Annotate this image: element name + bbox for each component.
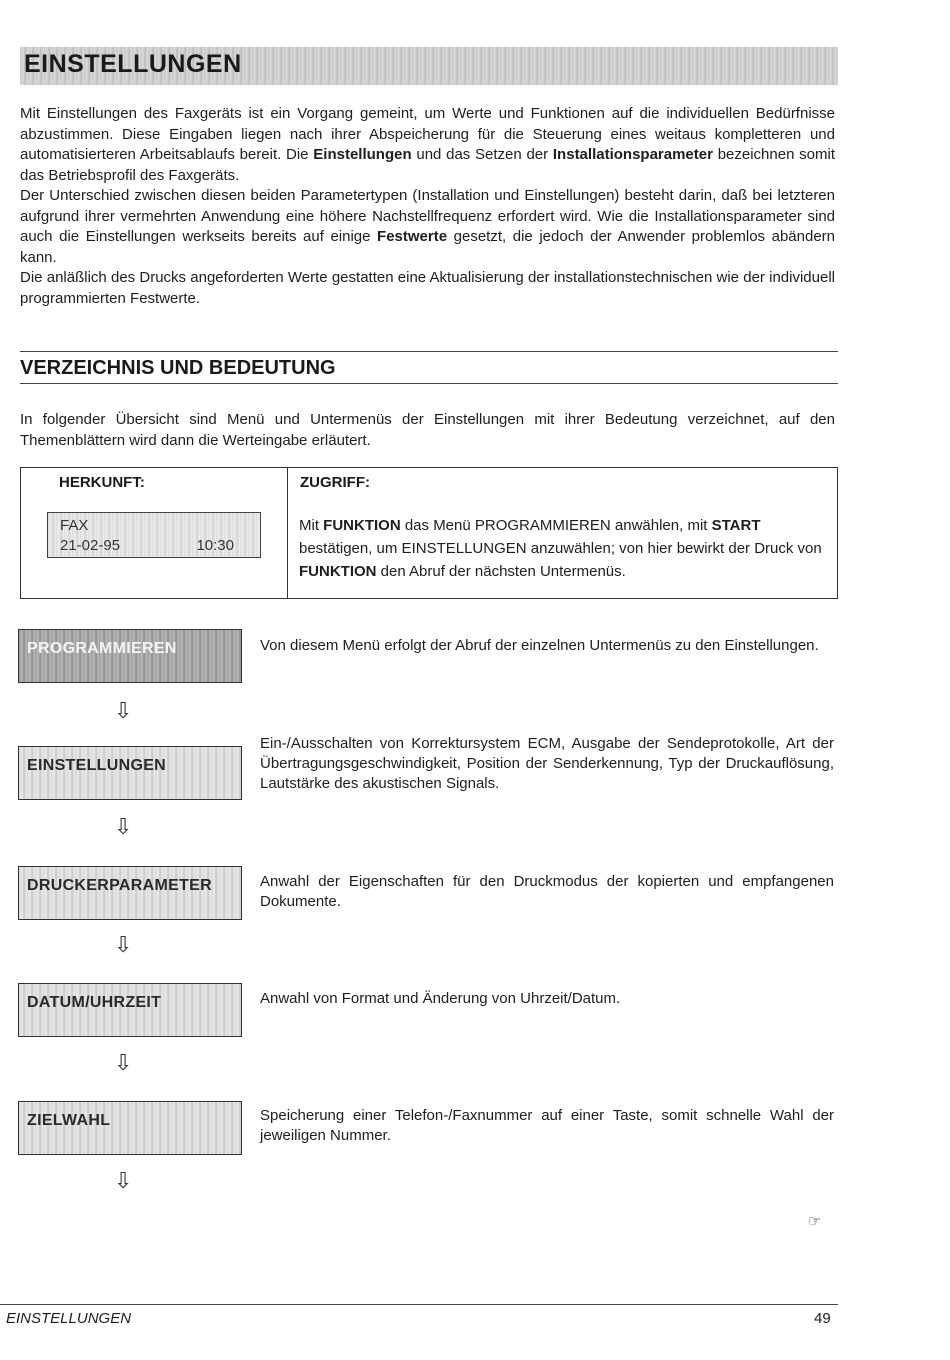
down-arrow-icon: ⇩ — [114, 698, 133, 723]
title-banner — [20, 47, 838, 85]
table-divider — [287, 468, 288, 598]
footer-section: EINSTELLUNGEN — [6, 1310, 132, 1327]
intro-paragraph-1: Mit Einstellungen des Faxgeräts ist ein Vorgang gemeint, um Werte und Funktionen auf die individuellen Bedürfnisse abzustimmen. Diese Eingaben liegen nach ihrer Abspeicherung für die Steuerung eines weitaus kompletteren und automatisierteren Arbeitsablaufs bereit. Die Einstellungen und das Setzen der Installationsparameter bezeichnen somit das Betriebsprofil des Faxgeräts. — [20, 105, 835, 184]
keyword-festwerte: Festwerte — [377, 228, 448, 245]
menu-label: PROGRAMMIEREN — [27, 640, 177, 657]
section-rule-top — [20, 351, 838, 352]
menu-label: ZIELWAHL — [27, 1112, 111, 1129]
pointing-hand-icon: ☞ — [808, 1213, 822, 1230]
intro-paragraph-3: Die anläßlich des Drucks angeforderten Werte gestatten eine Aktualisierung der installationstechnischen wie der individuell programmierten Festwerte. — [20, 269, 835, 307]
footer-rule — [0, 1304, 838, 1305]
page-number: 49 — [814, 1310, 831, 1327]
origin-header: HERKUNFT: — [59, 474, 145, 491]
intro-text — [20, 104, 835, 309]
menu-label: DATUM/UHRZEIT — [27, 994, 162, 1011]
down-arrow-icon: ⇩ — [114, 1050, 133, 1075]
fax-display — [47, 512, 261, 558]
down-arrow-icon: ⇩ — [114, 1168, 133, 1193]
menu-label: EINSTELLUNGEN — [27, 757, 167, 774]
section-rule-bottom — [20, 383, 838, 384]
down-arrow-icon: ⇩ — [114, 932, 133, 957]
menu-box-programmieren — [18, 629, 242, 683]
display-date: 21-02-95 — [60, 537, 121, 554]
menu-box-zielwahl — [18, 1101, 242, 1155]
access-table — [20, 467, 838, 599]
menu-desc-druckerparameter: Anwahl der Eigenschaften für den Druckmodus der kopierten und empfangenen Dokumente. — [260, 873, 834, 910]
menu-desc-programmieren: Von diesem Menü erfolgt der Abruf der einzelnen Untermenüs zu den Einstellungen. — [260, 637, 819, 654]
display-time: 10:30 — [196, 537, 234, 554]
menu-desc-einstellungen: Ein-/Ausschalten von Korrektursystem ECM, Ausgabe der Sendeprotokolle, Art der Übertragungsgeschwindigkeit, Position der Senderkennung, Typ der Druckauflösung, Lautstärke des akustischen Signals. — [260, 735, 834, 792]
section-intro: In folgender Übersicht sind Menü und Untermenüs der Einstellungen mit ihrer Bedeutung verzeichnet, auf den Themenblättern wird dann die Werteingabe erläutert. — [20, 411, 835, 449]
display-mode: FAX — [60, 517, 89, 534]
section-heading: VERZEICHNIS UND BEDEUTUNG — [20, 357, 336, 379]
keyword-einstellungen: Einstellungen — [313, 146, 412, 163]
menu-box-datum-uhrzeit — [18, 983, 242, 1037]
intro-paragraph-2: Der Unterschied zwischen diesen beiden Parametertypen (Installation und Einstellungen) besteht darin, daß bei letzteren aufgrund ihrer vermehrten Anwendung eine höhere Nachstellfrequenz erfordert wird. Wie die Installationsparameter sind auch die Einstellungen werkseits bereits auf einige Festwerte gesetzt, die jedoch der Anwender problemlos abändern kann. — [20, 187, 835, 266]
access-instructions: Mit FUNKTION das Menü PROGRAMMIEREN anwählen, mit START bestätigen, um EINSTELLUNGEN anzuwählen; von hier bewirkt der Druck von FUNKTION den Abruf der nächsten Untermenüs. — [299, 517, 822, 580]
menu-desc-datum-uhrzeit: Anwahl von Format und Änderung von Uhrzeit/Datum. — [260, 990, 621, 1007]
page-title: EINSTELLUNGEN — [24, 50, 242, 78]
menu-label: DRUCKERPARAMETER — [27, 877, 212, 894]
menu-box-druckerparameter — [18, 866, 242, 920]
menu-box-einstellungen — [18, 746, 242, 800]
down-arrow-icon: ⇩ — [114, 814, 133, 839]
menu-desc-zielwahl: Speicherung einer Telefon-/Faxnummer auf einer Taste, somit schnelle Wahl der jeweiligen Nummer. — [260, 1107, 834, 1144]
keyword-installationsparameter: Installationsparameter — [552, 146, 713, 163]
access-header: ZUGRIFF: — [300, 474, 370, 491]
